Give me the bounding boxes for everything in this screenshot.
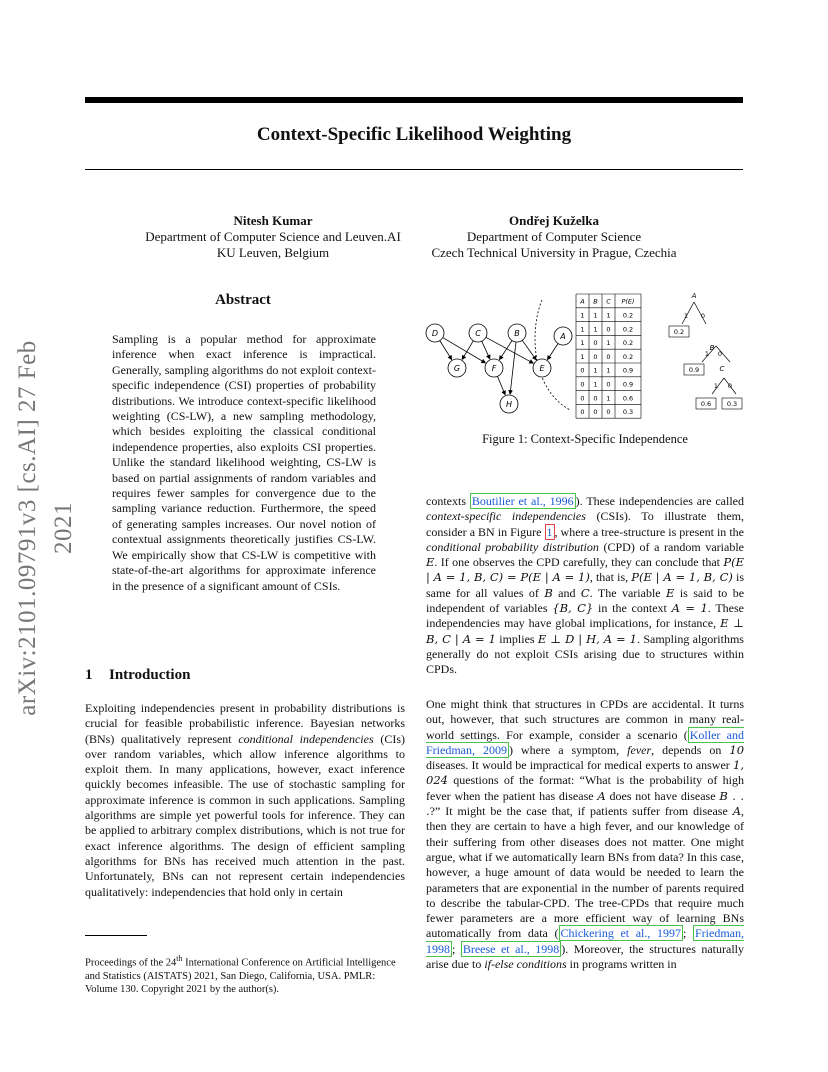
table-cell: 0 (580, 394, 585, 403)
table-cell: 0 (606, 408, 611, 417)
text-run: Exploiting independencies present in probability distributions is crucial for feasible probabilistic inference. Bayesian networks (BNs) qualitatively represent (85, 701, 405, 746)
table-cell: 0 (593, 394, 598, 403)
text-run: (CPD) of a random variable (598, 539, 744, 554)
citation-link[interactable]: Breese et al., 1998 (462, 941, 560, 956)
tree-edge-label: 0 (727, 382, 733, 390)
footnote (85, 952, 405, 997)
tree-leaf-value: 0.2 (673, 328, 685, 336)
citation-link[interactable]: Koller and Friedman, 2009 (426, 727, 745, 757)
text-run: is same for all values of (426, 570, 745, 600)
table-cell: 0 (593, 339, 598, 348)
text-run: ; (452, 941, 461, 956)
table-cell: 0.9 (622, 380, 634, 389)
bn-edge (482, 341, 490, 359)
table-cell: 0.9 (622, 366, 634, 375)
figure-link[interactable]: 1 (546, 524, 553, 539)
table-cell: 1 (593, 325, 598, 334)
table-cell: 0.2 (622, 352, 634, 361)
table-cell: 1 (593, 380, 598, 389)
tree-edge-label: 0 (700, 312, 706, 320)
paper-title: Context-Specific Likelihood Weighting (256, 124, 572, 145)
table-cell: 1 (606, 339, 611, 348)
table-cell: 1 (580, 325, 585, 334)
table-cell: 1 (606, 366, 611, 375)
table-cell: 0.3 (622, 408, 634, 417)
table-cell: 0 (580, 380, 585, 389)
abstract-text: Sampling is a popular method for approximate inference when exact inference is impractical. Generally, sampling algorithms do not exploit context-specific independence (CSI) properties of probability distributions. We introduce context-specific likelihood weighting (CS-LW), a new sampling methodology, which besides exploiting the classical conditional independence properties, also exploits CSI properties. Unlike the standard likelihood weighting, CS-LW is based on partial assignments of random variables and requires fewer samples for convergence due to the sampling variance reduction. Furthermore, the speed of generating samples increases. Our novel notion of contextual assignments theoretically justifies CS-LW. We empirically show that CS-LW is competitive with state-of-the-art algorithms for approximate inference in the presence of a significant amount of CSIs. (112, 332, 376, 593)
text-run: contexts (426, 494, 470, 508)
text-run: . The variable (589, 585, 667, 600)
table-cell: 0 (580, 366, 585, 375)
figure-caption: Figure 1: Context-Specific Independence (482, 432, 688, 446)
math-inline: P(E | A = 1, B, C) = P(E | A = 1) (426, 555, 744, 585)
tree-node-label: A (691, 292, 697, 300)
table-cell: 1 (606, 394, 611, 403)
bn-node-label: C (475, 329, 481, 338)
table-cell: 1 (606, 311, 611, 320)
math-inline: B (544, 585, 553, 600)
intro-paragraph-right-2 (426, 697, 744, 972)
table-cell: 0 (606, 325, 611, 334)
bn-edge (440, 341, 452, 360)
tree-leaf-value: 0.9 (688, 366, 700, 374)
math-inline: C (580, 585, 590, 600)
text-run: ; (683, 926, 693, 941)
text-emphasis: if-else conditions (484, 957, 567, 972)
footnote-text: International Conference on Artificial Intelligence and Statistics (AISTATS) 2021, San Diego, California, USA. PMLR: Volume 130. Copyright 2021 by the author(s). (85, 957, 396, 996)
table-cell: 0 (606, 380, 611, 389)
footnote-superscript: th (176, 954, 183, 963)
text-run: questions of the format: “What is the probability of high fever when the patient has disease (426, 773, 744, 803)
text-run: implies (495, 631, 538, 646)
bn-edge (547, 344, 558, 360)
citation-link[interactable]: Friedman, 1998 (426, 926, 744, 956)
author-name: Ondřej Kuželka (509, 213, 599, 228)
bn-node-label: G (453, 364, 461, 373)
tree-leaf-value: 0.6 (700, 400, 712, 408)
author-affiliation: Department of Computer Science (466, 229, 642, 244)
footnote-text: Proceedings of the 24 (85, 957, 177, 969)
table-cell: 1 (593, 366, 598, 375)
table-cell: 1 (580, 352, 585, 361)
tree-node-label: B (709, 344, 715, 352)
text-run: and (552, 585, 581, 600)
text-emphasis: context-specific independencies (426, 509, 586, 524)
cpd-table (576, 294, 641, 418)
math-inline: E (426, 555, 435, 570)
text-run: ?” It might be the case that, if patients suffer from disease (429, 804, 733, 819)
math-inline: {B, C} (552, 601, 594, 616)
bn-edge (499, 341, 512, 360)
math-inline: 1, 024 (426, 758, 744, 788)
tree-edge-label: 1 (713, 382, 719, 390)
table-cell: 0.2 (622, 311, 634, 320)
table-header: C (606, 297, 611, 306)
math-inline: E (666, 585, 675, 600)
table-cell: 1 (580, 339, 585, 348)
text-run: ). Moreover, the structures naturally arise due to (426, 941, 745, 972)
cpd-tree (669, 292, 742, 409)
intro-paragraph-left (85, 701, 405, 900)
top-rule (85, 97, 743, 103)
abstract-heading: Abstract (215, 292, 271, 308)
bn-node-label: D (431, 329, 439, 338)
text-emphasis: conditional independencies (238, 731, 374, 746)
bn-node-label: A (560, 332, 566, 341)
math-inline: E ⊥ B, C | A = 1 (426, 616, 744, 646)
math-inline: A (597, 788, 606, 803)
tree-edge-label: 1 (704, 350, 710, 358)
citation-link[interactable]: Boutilier et al., 1996 (471, 494, 574, 508)
table-cell: 0 (606, 352, 611, 361)
table-cell: 0.2 (622, 339, 634, 348)
bn-edge (510, 342, 516, 394)
text-run: . These independencies may have global implications, for instance, (426, 601, 744, 631)
text-run: One might think that structures in CPDs are accidental. It turns out, however, that such structures are common in many real-world settings. For example, consider a scenario ( (426, 697, 744, 742)
dashed-enclosure (535, 300, 570, 410)
table-cell: 0 (580, 408, 585, 417)
table-cell: 1 (593, 311, 598, 320)
bn-edge (497, 376, 505, 394)
math-inline: A (732, 804, 741, 819)
section-title: Introduction (109, 667, 191, 683)
title-rule (85, 169, 743, 170)
text-run: (CSIs). To illustrate them, consider a BN in Figure (426, 509, 744, 539)
bn-nodes (426, 324, 572, 413)
bn-node-label: F (491, 364, 497, 373)
table-header: P(E) (621, 297, 635, 306)
citation-link[interactable]: Chickering et al., 1997 (560, 926, 682, 941)
text-emphasis: fever (627, 742, 652, 757)
section-number: 1 (85, 667, 93, 683)
author-affiliation: Department of Computer Science and Leuven.AI (145, 229, 401, 244)
arxiv-sidebar-stamp: arXiv:2101.09791v3 [cs.AI] 27 Feb 2021 (14, 340, 77, 716)
math-inline: E ⊥ D | H, A = 1 (537, 631, 637, 646)
table-cell: 0 (593, 352, 598, 361)
tree-node-label: C (719, 365, 725, 373)
text-run: diseases. It would be impractical for medical experts to answer (426, 758, 734, 773)
math-inline: B . . . (426, 788, 744, 819)
text-run: in programs written in (566, 957, 677, 972)
bn-edges (440, 300, 570, 410)
text-run: (CIs) over random variables, which allow inference algorithms to exploit them. In many applications, however, exact inference quickly becomes infeasible. The use of stochastic sampling for approximate inference is common in such applications. Sampling algorithms are simple yet powerful tools for inference. They can be applied to arbitrary complex distributions, which is not true for exact inference algorithms. The design of efficient sampling algorithms for BNs has received much attention in the past. Unfortunately, BNs can not represent certain independencies qualitatively: independencies that hold only in certain (85, 731, 405, 899)
text-run: does not have disease (605, 788, 720, 803)
math-inline: 10 (729, 742, 745, 757)
table-cell: 0.6 (622, 394, 634, 403)
author-affiliation: KU Leuven, Belgium (216, 245, 330, 260)
tree-edge-label: 0 (717, 350, 723, 358)
text-run: . Sampling algorithms generally do not exploit CSIs arising due to structures within CPDs. (426, 631, 744, 677)
math-inline: P(E | A = 1, B, C) (631, 570, 733, 585)
bn-node-label: H (505, 400, 513, 409)
table-cell: 0.2 (622, 325, 634, 334)
tree-edge-label: 1 (683, 312, 689, 320)
tree-leaf-value: 0.3 (726, 400, 738, 408)
table-header: A (580, 297, 585, 306)
text-run: , that is, (589, 570, 632, 585)
bn-node-label: E (539, 364, 545, 373)
bn-node-label: B (514, 329, 520, 338)
math-inline: A = 1 (671, 601, 708, 616)
author-affiliation: Czech Technical University in Prague, Czechia (431, 245, 677, 260)
figure-1 (420, 288, 750, 423)
table-cell: 0 (593, 408, 598, 417)
text-run: in the context (593, 601, 672, 616)
section-heading (85, 667, 190, 684)
author-name: Nitesh Kumar (233, 213, 313, 228)
author-block-1 (130, 213, 416, 261)
text-run: , where a tree-structure is present in the (554, 524, 744, 539)
author-block-2 (414, 213, 694, 261)
text-emphasis: conditional probability distribution (426, 539, 599, 554)
text-run: , depends on (651, 742, 730, 757)
text-run: is said to be independent of variables (426, 585, 745, 616)
text-run: , then they are certain to have a high fever, and our knowledge of their suffering from other diseases does not matter. One might argue, what if we automatically learn BNs from data? In this case, however, a huge amount of data would be needed to learn the parameters that are exponential in the number of parents required to describe the tabular-CPD. The tree-CPDs that require much fewer parameters are a more efficient way of learning BNs automatically from data ( (426, 804, 744, 941)
table-cell: 1 (580, 311, 585, 320)
intro-paragraph-right-1 (426, 494, 744, 678)
text-run: ) where a symptom, (508, 742, 628, 757)
bn-edge (522, 340, 536, 360)
text-run: . If one observes the CPD carefully, they can conclude that (434, 555, 724, 570)
table-header: B (593, 297, 598, 306)
text-run: ). These independencies are called (575, 494, 744, 508)
footnote-rule (85, 935, 147, 936)
